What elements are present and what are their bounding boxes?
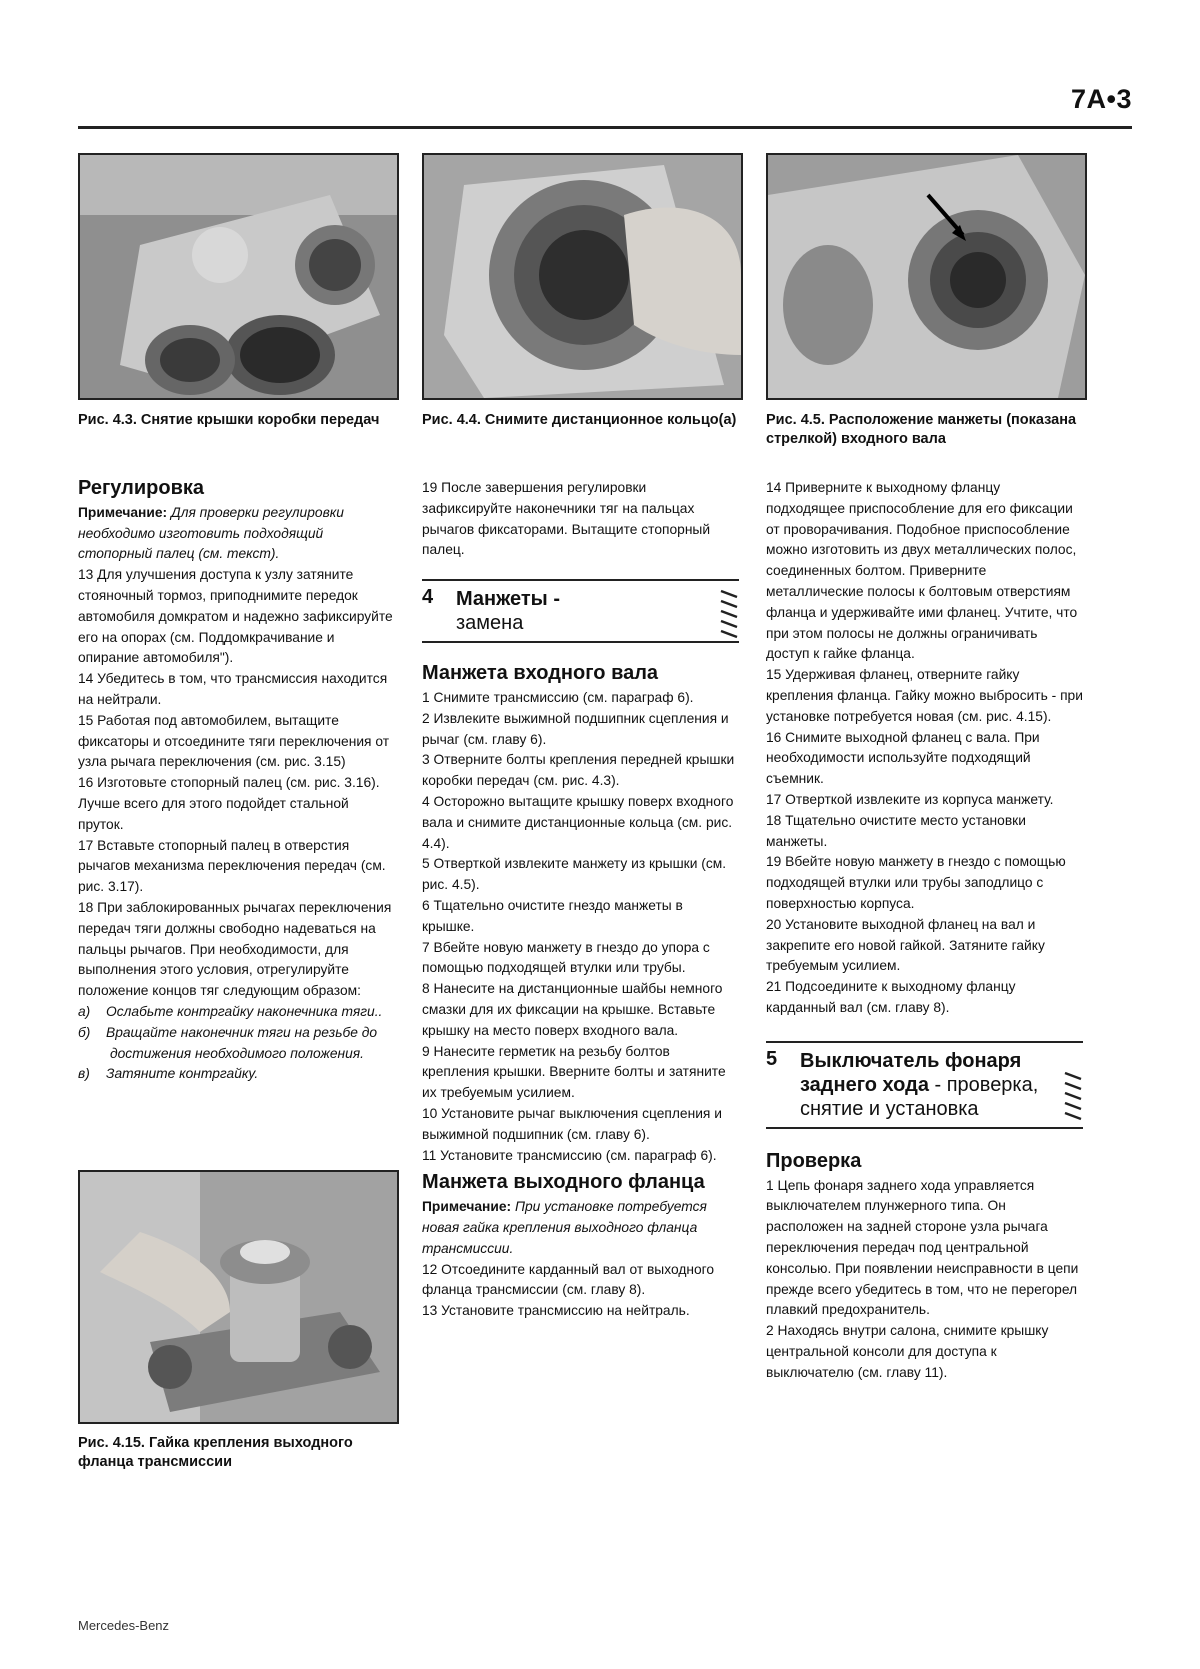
note-text: Для проверки регулировки необходимо изготовить подходящий стопорный палец (см. текст). <box>78 504 344 562</box>
column-3 <box>766 478 1083 1383</box>
chapter-number: 4 <box>422 586 434 609</box>
paragraph: 20 Установите выходной фланец на вал и закрепите его новой гайкой. Затяните гайку требуемым усилием. <box>766 916 1045 974</box>
note <box>78 503 395 565</box>
chapter-title-line-1: Манжеты - <box>456 588 560 611</box>
paragraph: 2 Извлеките выжимной подшипник сцепления и рычаг (см. главу 6). <box>422 710 729 747</box>
note-text: При установке потребуется новая гайка крепления выходного фланца трансмиссии. <box>422 1199 707 1256</box>
list-item-mark: а) <box>78 1003 91 1019</box>
paragraph: 11 Установите трансмиссию (см. параграф 6). <box>422 1147 717 1163</box>
paragraph: 10 Установите рычаг выключения сцепления и выжимной подшипник (см. главу 6). <box>422 1105 722 1142</box>
paragraph: 17 Вставьте стопорный палец в отверстия рычагов механизма переключения передач (см. рис. 3.17). <box>78 837 386 895</box>
figure-4-3-caption: Рис. 4.3. Снятие крышки коробки передач <box>78 412 380 428</box>
paragraph: 14 Приверните к выходному фланцу подходящее приспособление для его фиксации от проворачивания. Подобное приспособление можно изготовить из двух металлических полос, соединенных болтом. Приверните металлические полосы к болтовым отверстиям фланца и удерживайте ими фланец. Учтите, что при этом полосы не должны ограничивать доступ к гайке фланца. <box>766 480 1078 662</box>
paragraph: 8 Нанесите на дистанционные шайбы немного смазки для их фиксации на крышке. Вставьте крышку на место поверх входного вала. <box>422 981 723 1038</box>
paragraph: 17 Отверткой извлеките из корпуса манжету. <box>766 791 1054 807</box>
list-item-text: Вращайте наконечник тяги на резьбе до достижения необходимого положения. <box>106 1024 378 1061</box>
difficulty-wrench-icon <box>1063 1069 1083 1123</box>
page-number: 7A•3 <box>1071 84 1132 114</box>
chapter-title-suffix: - проверка, <box>928 1073 1039 1096</box>
paragraph: 18 При заблокированных рычагах переключения передач тяги должны свободно надеваться на пальцы рычагов. При необходимости, для выполнения этого условия, отрегулируйте положение концов тяг следующим образом: <box>78 899 392 999</box>
figure-4-5-caption: Рис. 4.5. Расположение манжеты (показана стрелкой) входного вала <box>766 412 1077 447</box>
paragraph: 1 Цепь фонаря заднего хода управляется выключателем плунжерного типа. Он расположен на задней стороне узла рычага переключения передач под центральной консолью. При появлении неисправности в цепи прежде всего убедитесь в том, что не перегорел плавкий предохранитель. <box>766 1177 1079 1318</box>
section-heading-input-shaft-seal: Манжета входного вала <box>422 662 659 685</box>
paragraph: 7 Вбейте новую манжету в гнездо до упора с помощью подходящей втулки или трубы. <box>422 939 710 976</box>
paragraph: 21 Подсоедините к выходному фланцу карданный вал (см. главу 8). <box>766 979 1016 1015</box>
paragraph: 1 Снимите трансмиссию (см. параграф 6). <box>422 689 694 705</box>
column-2 <box>422 478 739 1322</box>
chapter-title-line-2: замена <box>456 612 524 635</box>
figure-4-4-caption: Рис. 4.4. Снимите дистанционное кольцо(а) <box>422 412 737 428</box>
list-item-mark: б) <box>78 1024 91 1040</box>
paragraph: 16 Снимите выходной фланец с вала. При необходимости используйте подходящий съемник. <box>766 729 1040 787</box>
chapter-number: 5 <box>766 1047 778 1070</box>
list-item <box>78 1023 395 1065</box>
paragraph: 5 Отверткой извлеките манжету из крышки (см. рис. 4.5). <box>422 856 727 893</box>
paragraph: 6 Тщательно очистите гнездо манжеты в крышке. <box>422 897 683 934</box>
paragraph: 2 Находясь внутри салона, снимите крышку центральной консоли для доступа к выключателю (см. главу 11). <box>766 1323 1049 1380</box>
paragraph: 15 Работая под автомобилем, вытащите фиксаторы и отсоедините тяги переключения от узла рычага переключения (см. рис. 3.15) <box>78 712 390 770</box>
paragraph: 4 Осторожно вытащите крышку поверх входного вала и снимите дистанционные кольца (см. рис. 4.4). <box>422 793 734 851</box>
figure-4-15-photo <box>78 1170 399 1424</box>
chapter-title-bold: Выключатель фонаря заднего хода <box>800 1049 1022 1096</box>
section-heading-output-flange-seal: Манжета выходного фланца <box>422 1171 705 1194</box>
paragraph: 15 Удерживая фланец, отверните гайку крепления фланца. Гайку можно выбросить - при установке потребуется новая (см. рис. 4.15). <box>766 667 1083 724</box>
note-label: Примечание: <box>78 504 168 520</box>
paragraph: 18 Тщательно очистите место установки манжеты. <box>766 812 1026 849</box>
paragraph: 9 Нанесите герметик на резьбу болтов крепления крышки. Вверните болты и затяните их требуемым усилием. <box>422 1043 726 1101</box>
chapter-title-line-1 <box>800 1049 1059 1097</box>
paragraph: 16 Изготовьте стопорный палец (см. рис. 3.16). Лучше всего для этого подойдет стальной пруток. <box>78 775 380 832</box>
section-heading-adjustment: Регулировка <box>78 477 205 499</box>
header-rule <box>78 126 1132 129</box>
list-item-text: Затяните контргайку. <box>106 1066 259 1082</box>
list-item <box>78 1064 395 1085</box>
paragraph: 19 Вбейте новую манжету в гнездо с помощью подходящей втулки или трубы заподлицо с поверхностью корпуса. <box>766 854 1066 911</box>
chapter-4-title <box>422 579 739 643</box>
footer-brand: Mercedes-Benz <box>78 1618 170 1633</box>
note-label: Примечание: <box>422 1199 512 1215</box>
paragraph: 19 После завершения регулировки зафиксируйте наконечники тяг на пальцах рычагов фиксаторами. Вытащите стопорный палец. <box>422 480 711 558</box>
paragraph: 12 Отсоедините карданный вал от выходного фланца трансмиссии (см. главу 8). <box>422 1261 715 1298</box>
column-1 <box>78 478 395 1085</box>
figure-4-15-caption: Рис. 4.15. Гайка крепления выходного фланца трансмиссии <box>78 1435 353 1470</box>
note <box>422 1197 739 1259</box>
figure-4-5-photo <box>766 153 1087 400</box>
figure-4-4-photo <box>422 153 743 400</box>
paragraph: 14 Убедитесь в том, что трансмиссия находится на нейтрали. <box>78 671 388 707</box>
difficulty-wrench-icon <box>719 587 739 641</box>
chapter-title-line-2: снятие и установка <box>800 1097 979 1120</box>
section-heading-check: Проверка <box>766 1149 862 1172</box>
chapter-5-title <box>766 1041 1083 1129</box>
figure-4-3-photo <box>78 153 399 400</box>
paragraph: 13 Для улучшения доступа к узлу затяните стояночный тормоз, приподнимите передок автомобиля домкратом и надежно зафиксируйте его на опорах (см. Поддомкрачивание и опирание автомобиля"). <box>78 567 393 666</box>
paragraph: 3 Отверните болты крепления передней крышки коробки передач (см. рис. 4.3). <box>422 752 735 789</box>
paragraph: 13 Установите трансмиссию на нейтраль. <box>422 1303 690 1319</box>
list-item-mark: в) <box>78 1066 90 1082</box>
list-item-text: Ослабьте контргайку наконечника тяги.. <box>106 1003 383 1019</box>
list-item <box>78 1002 395 1023</box>
